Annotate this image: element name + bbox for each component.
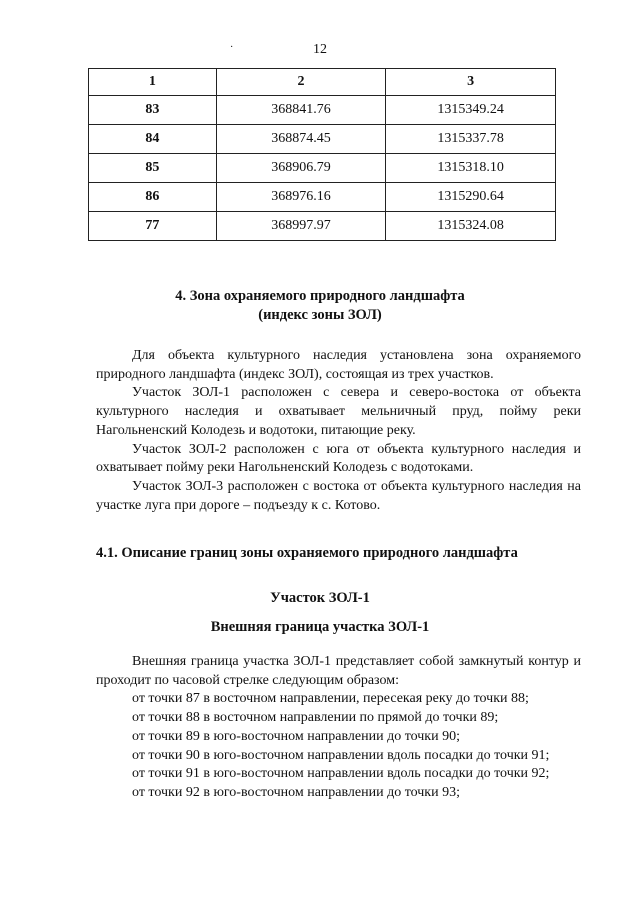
scan-speck: · bbox=[230, 42, 234, 53]
column-header: 2 bbox=[216, 69, 386, 96]
coordinate-y: 1315349.24 bbox=[386, 96, 556, 125]
coordinate-y: 1315324.08 bbox=[386, 212, 556, 241]
coordinate-x: 368976.16 bbox=[216, 183, 386, 212]
coordinate-x: 368906.79 bbox=[216, 154, 386, 183]
paragraph: Участок ЗОЛ-3 расположен с востока от объекта культурного наследия на участке луга при дороге – подъезду к с. Котово. bbox=[96, 478, 581, 513]
coordinate-x: 368841.76 bbox=[216, 96, 386, 125]
table-row bbox=[89, 96, 556, 125]
table-row bbox=[89, 212, 556, 241]
coordinates-table bbox=[88, 68, 556, 241]
section-4-title: 4. Зона охраняемого природного ландшафта bbox=[175, 288, 465, 304]
list-item: от точки 89 в юго-восточном направлении до точки 90; bbox=[132, 728, 460, 744]
list-item: от точки 87 в восточном направлении, пересекая реку до точки 88; bbox=[132, 691, 529, 707]
list-item: от точки 88 в восточном направлении по прямой до точки 89; bbox=[132, 710, 499, 726]
paragraph: Участок ЗОЛ-1 расположен с севера и северо-востока от объекта культурного наследия и охватывает мельничный пруд, пойму реки Нагольненский Колодезь и водотоки, питающие реку. bbox=[96, 385, 581, 438]
boundary-title: Внешняя граница участка ЗОЛ-1 bbox=[210, 619, 430, 635]
coordinate-y: 1315290.64 bbox=[386, 183, 556, 212]
coordinate-x: 368997.97 bbox=[216, 212, 386, 241]
paragraph: Для объекта культурного наследия установлена зона охраняемого природного ландшафта (индекс ЗОЛ), состоящая из трех участков. bbox=[96, 348, 581, 382]
list-item: от точки 92 в юго-восточном направлении до точки 93; bbox=[132, 784, 460, 800]
point-number: 85 bbox=[89, 154, 217, 183]
coordinate-y: 1315337.78 bbox=[386, 125, 556, 154]
list-item: от точки 90 в юго-восточном направлении вдоль посадки до точки 91; bbox=[132, 747, 550, 763]
coordinate-x: 368874.45 bbox=[216, 125, 386, 154]
paragraph: Участок ЗОЛ-2 расположен с юга от объекта культурного наследия и охватывает пойму реки Нагольненский Колодезь с водотоками. bbox=[96, 441, 581, 476]
table-row bbox=[89, 183, 556, 212]
table-header-row bbox=[89, 69, 556, 96]
list-item: от точки 91 в юго-восточном направлении вдоль посадки до точки 92; bbox=[132, 766, 550, 782]
page-number: 12 bbox=[313, 42, 327, 57]
column-header: 3 bbox=[386, 69, 556, 96]
column-header: 1 bbox=[89, 69, 217, 96]
paragraph: Внешняя граница участка ЗОЛ-1 представляет собой замкнутый контур и проходит по часовой стрелке следующим образом: bbox=[96, 654, 581, 688]
section-4-1-title: 4.1. Описание границ зоны охраняемого природного ландшафта bbox=[96, 545, 518, 561]
point-number: 86 bbox=[89, 183, 217, 212]
coordinate-y: 1315318.10 bbox=[386, 154, 556, 183]
boundary-description bbox=[96, 653, 581, 803]
table-row bbox=[89, 154, 556, 183]
section-4-subtitle: (индекс зоны ЗОЛ) bbox=[258, 307, 382, 323]
point-number: 77 bbox=[89, 212, 217, 241]
point-number: 84 bbox=[89, 125, 217, 154]
area-title: Участок ЗОЛ-1 bbox=[270, 590, 370, 606]
section-4-body bbox=[96, 347, 581, 515]
table-row bbox=[89, 125, 556, 154]
point-number: 83 bbox=[89, 96, 217, 125]
